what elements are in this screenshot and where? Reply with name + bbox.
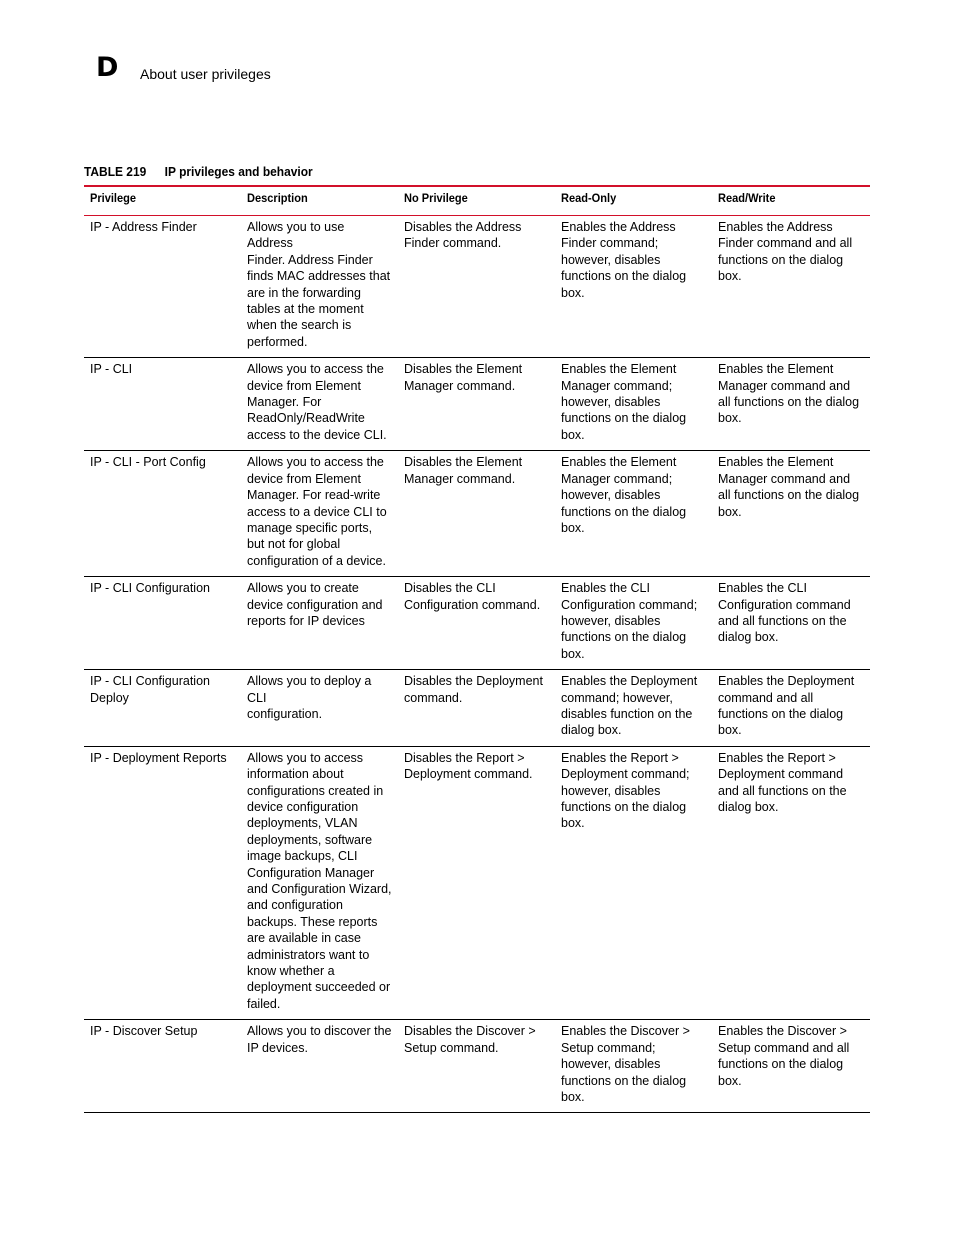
table-title: IP privileges and behavior xyxy=(164,164,313,179)
cell-privilege: IP - Deployment Reports xyxy=(84,746,241,1020)
cell-description: Allows you to access the device from Element Manager. For read-write access to a device CLI to manage specific ports, but not for global configuration of a device. xyxy=(241,451,398,577)
cell-read-write: Enables the Element Manager command and all functions on the dialog box. xyxy=(712,451,870,577)
table-row xyxy=(84,216,870,358)
cell-read-write: Enables the CLI Configuration command and all functions on the dialog box. xyxy=(712,577,870,670)
column-header-read-write: Read/Write xyxy=(712,186,870,216)
column-header-read-only: Read-Only xyxy=(555,186,712,216)
cell-no-privilege: Disables the Deployment command. xyxy=(398,670,555,747)
cell-read-write: Enables the Element Manager command and all functions on the dialog box. xyxy=(712,358,870,451)
table-caption xyxy=(84,164,313,180)
cell-read-write: Enables the Discover > Setup command and all functions on the dialog box. xyxy=(712,1020,870,1113)
cell-description: Allows you to use Address Finder. Address Finder finds MAC addresses that are in the forwarding tables at the moment when the search is performed. xyxy=(241,216,398,358)
cell-no-privilege: Disables the CLI Configuration command. xyxy=(398,577,555,670)
cell-privilege: IP - CLI xyxy=(84,358,241,451)
cell-read-write: Enables the Report > Deployment command and all functions on the dialog box. xyxy=(712,746,870,1020)
cell-description: Allows you to access the device from Element Manager. For ReadOnly/ReadWrite access to the device CLI. xyxy=(241,358,398,451)
cell-privilege: IP - CLI - Port Config xyxy=(84,451,241,577)
cell-no-privilege: Disables the Discover > Setup command. xyxy=(398,1020,555,1113)
cell-privilege: IP - Discover Setup xyxy=(84,1020,241,1113)
cell-read-write: Enables the Address Finder command and all functions on the dialog box. xyxy=(712,216,870,358)
table-row xyxy=(84,1020,870,1113)
cell-no-privilege: Disables the Element Manager command. xyxy=(398,358,555,451)
cell-read-only: Enables the Element Manager command; however, disables functions on the dialog box. xyxy=(555,451,712,577)
column-header-privilege: Privilege xyxy=(84,186,241,216)
privileges-table-container xyxy=(84,185,870,1113)
cell-description: Allows you to deploy a CLI configuration. xyxy=(241,670,398,747)
column-header-description: Description xyxy=(241,186,398,216)
chapter-letter: D xyxy=(96,52,119,83)
table-row xyxy=(84,451,870,577)
table-row xyxy=(84,670,870,747)
table-row xyxy=(84,746,870,1020)
table-header-row xyxy=(84,186,870,216)
cell-no-privilege: Disables the Report > Deployment command. xyxy=(398,746,555,1020)
cell-description: Allows you to discover the IP devices. xyxy=(241,1020,398,1113)
section-title: About user privileges xyxy=(140,66,271,82)
cell-privilege: IP - Address Finder xyxy=(84,216,241,358)
cell-read-only: Enables the Discover > Setup command; however, disables functions on the dialog box. xyxy=(555,1020,712,1113)
cell-read-only: Enables the Element Manager command; however, disables functions on the dialog box. xyxy=(555,358,712,451)
ip-privileges-table xyxy=(84,185,870,1113)
table-number: TABLE 219 xyxy=(84,164,147,179)
cell-privilege: IP - CLI Configuration xyxy=(84,577,241,670)
cell-description: Allows you to access information about configurations created in device configuration deployments, VLAN deployments, software image backups, CLI Configuration Manager and Configuration Wizard, and configuration backups. These reports are available in case administrators want to know whether a deployment succeeded or failed. xyxy=(241,746,398,1020)
cell-read-write: Enables the Deployment command and all functions on the dialog box. xyxy=(712,670,870,747)
column-header-no-privilege: No Privilege xyxy=(398,186,555,216)
cell-privilege: IP - CLI Configuration Deploy xyxy=(84,670,241,747)
cell-description: Allows you to create device configuration and reports for IP devices xyxy=(241,577,398,670)
cell-no-privilege: Disables the Address Finder command. xyxy=(398,216,555,358)
cell-read-only: Enables the Address Finder command; however, disables functions on the dialog box. xyxy=(555,216,712,358)
table-row xyxy=(84,358,870,451)
cell-no-privilege: Disables the Element Manager command. xyxy=(398,451,555,577)
cell-read-only: Enables the Report > Deployment command; however, disables functions on the dialog box. xyxy=(555,746,712,1020)
cell-read-only: Enables the CLI Configuration command; however, disables functions on the dialog box. xyxy=(555,577,712,670)
cell-read-only: Enables the Deployment command; however, disables function on the dialog box. xyxy=(555,670,712,747)
table-row xyxy=(84,577,870,670)
